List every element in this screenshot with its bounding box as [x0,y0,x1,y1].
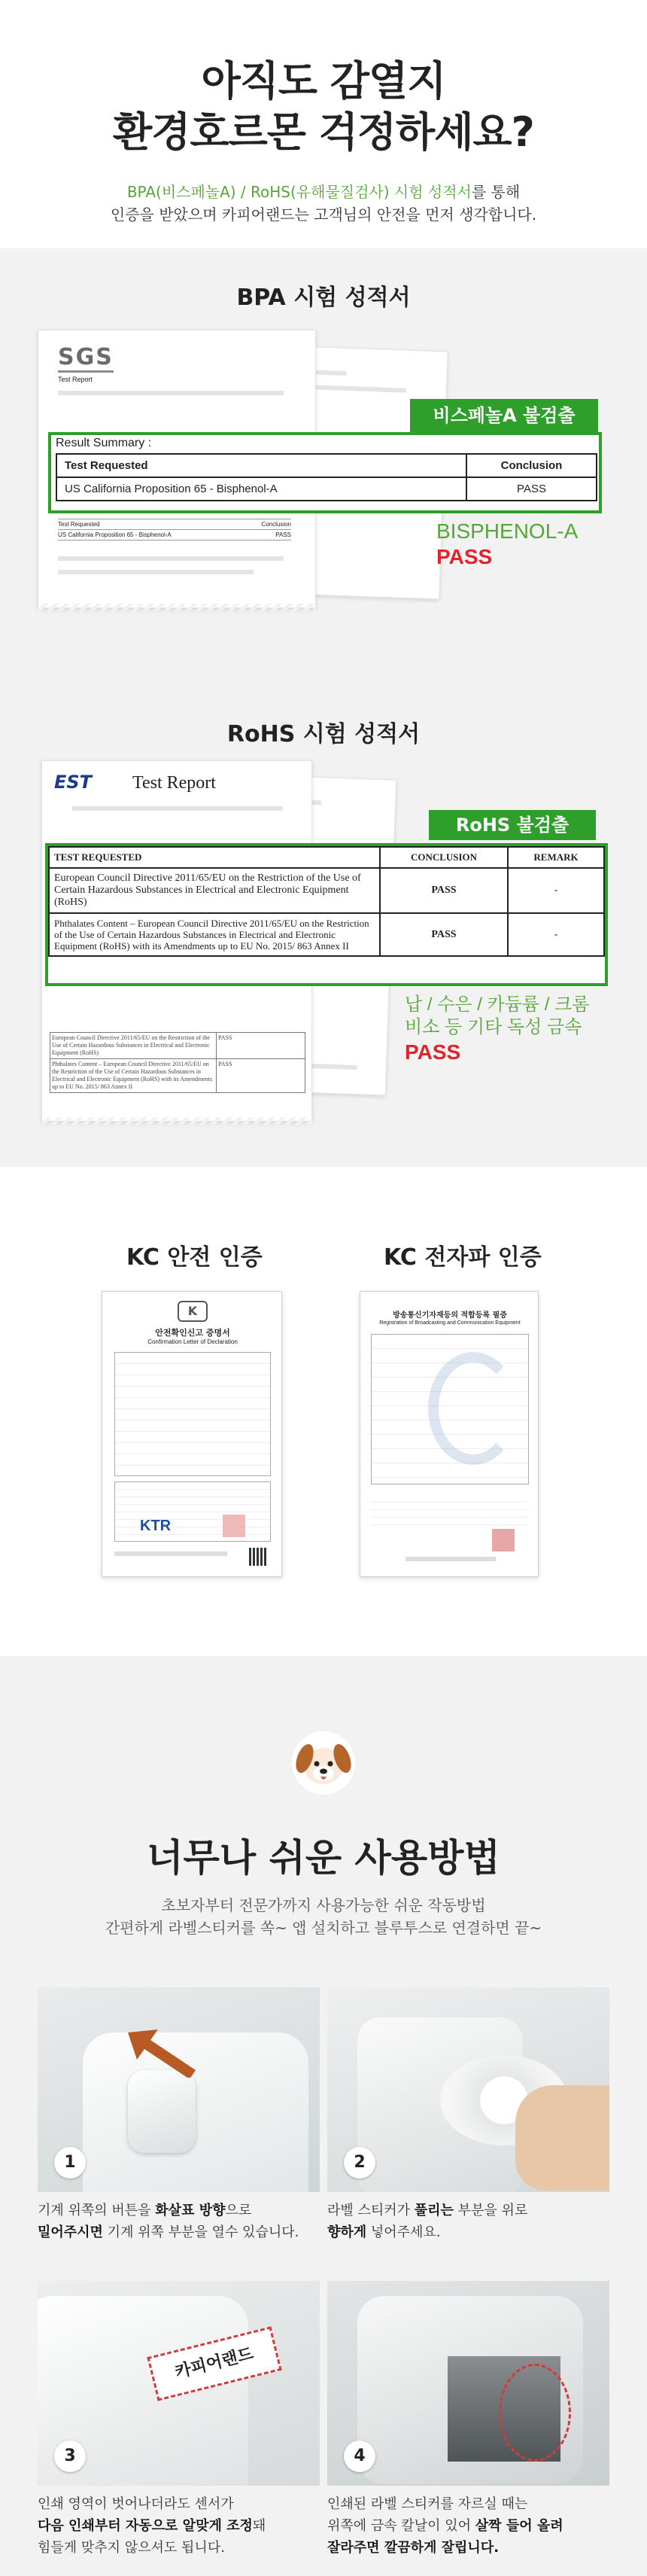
kc-emc-title: KC 전자파 인증 [384,1244,542,1271]
step2-text-b: 풀리는 [414,2203,454,2218]
rohs-head-remark: REMARK [508,847,604,868]
howto-section [0,1656,647,2576]
step4-text-c: 살짝 들어 올려 [475,2518,563,2534]
step2-text-e: 넣어주세요. [366,2224,441,2240]
step4-text-a: 인쇄된 라벨 스티커를 자르실 때는 [327,2496,528,2512]
step2-number: 2 [344,2147,375,2179]
bpa-row-test: US California Proposition 65 - Bisphenol-A [56,477,466,501]
emc-cert-subtitle: Registration of Broadcasting and Communication Equipment [379,1320,521,1326]
step3-number: 3 [54,2441,86,2472]
rohs-row2-remark: - [508,913,604,956]
rohs-bg-row1-req: European Council Directive 2011/65/EU on the Restriction of the Use of Certain Hazardous Substances in Electrical and Electronic Equipment (RoHS) [52,1034,210,1056]
howto-sub-line1: 초보자부터 전문가까지 사용가능한 쉬운 작동방법 [161,1896,486,1914]
dog-mascot-icon [290,1730,357,1796]
rohs-row1-test: European Council Directive 2011/65/EU on the Restriction of the Use of Certain Hazardous Substances in Electrical and Electronic Equipment (RoHS) [49,868,380,913]
safety-cert-notes [114,1481,271,1542]
printer-button [128,2070,196,2153]
sgs-logo: SGS [58,344,114,373]
kc-mark-icon: K [178,1301,208,1322]
step2-text-d: 향하게 [327,2224,367,2240]
bpa-head-conclusion: Conclusion [466,454,597,477]
rohs-doc-header: Test Report [132,773,216,793]
rohs-bg-rows [50,1032,305,1093]
rohs-bg-row2-conclusion: PASS [216,1059,261,1092]
bpa-free-badge: 비스페놀A 불검출 [410,399,598,432]
qr-code-icon [249,1548,267,1566]
official-seal [223,1515,245,1537]
bpa-result-table [56,453,597,501]
step1-number: 1 [54,2147,86,2179]
bpa-result-name: BISPHENOL-A [436,519,579,543]
step2-text-c: 부분을 위로 [453,2203,528,2218]
hero-section [0,0,647,248]
bpa-bg-table [58,519,291,540]
bpa-torn-edge [38,604,316,611]
rohs-section [0,685,647,1167]
step2-text-a: 라벨 스티커가 [327,2203,415,2218]
rohs-row1-conclusion: PASS [380,868,508,913]
est-logo: EST [54,772,93,793]
rohs-torn-edge [41,1117,312,1125]
rohs-section-title: RoHS 시험 성적서 [226,721,421,748]
rohs-bg-row2-req: Phthalates Content – European Council Directive 2011/65/EU on the Restriction of the Use of Certain Hazardous Substances in Electrical and Electronic Equipment (RoHS) with its Amendments up to EU No. 2015/ 863 Annex II [52,1061,213,1090]
bpa-bg-head-conclusion: Conclusion [261,521,291,528]
step4-text-b: 위쪽에 금속 칼날이 있어 [327,2518,475,2534]
safety-cert-table [114,1352,271,1476]
step4-text-d: 잘라주면 깔끔하게 잘립니다. [327,2540,500,2556]
kc-emc-certificate [360,1291,539,1577]
arrow-up-left-icon [120,2017,203,2078]
hero-subtitle [0,181,647,226]
bpa-bg-row-result: PASS [275,531,291,538]
rohs-result-line1: 납 / 수은 / 카듐륨 / 크롬 [405,994,590,1015]
rohs-result-table [48,846,605,957]
hand [515,2085,609,2191]
bpa-result-pass: PASS [436,545,493,568]
bpa-result-highlight [48,432,602,513]
hero-sub-highlight: BPA(비스페놀A) / RoHS(유해물질검사) 시험 성적서 [126,183,472,201]
safety-cert-subtitle: Confirmation Letter of Declaration [147,1338,238,1345]
bpa-head-test: Test Requested [56,454,466,477]
rohs-result-pass: PASS [405,1040,461,1064]
rohs-result-line2: 비소 등 기타 독성 금속 [405,1017,582,1037]
kc-section [0,1167,647,1656]
bpa-bg-head-test: Test Requested [58,521,100,528]
blade-highlight-circle [499,2364,571,2462]
howto-sub-line2: 간편하게 라벨스티커를 쏙~ 앱 설치하고 블루투스로 연결하면 끝~ [105,1919,542,1937]
step1-caption [38,2200,320,2243]
howto-title: 너무나 쉬운 사용방법 [147,1836,500,1880]
kc-safety-title: KC 안전 인증 [126,1244,263,1271]
rohs-row1-remark: - [508,868,604,913]
step3-photo [38,2281,320,2486]
step3-caption [38,2493,320,2559]
emc-official-seal [492,1529,515,1551]
safety-cert-title: 안전확인신고 증명서 [155,1328,230,1338]
howto-subtitle [0,1894,647,1939]
hero-title-line2: 환경호르몬 걱정하세요? [113,108,534,156]
bpa-section [0,248,647,685]
step3-text-d: 힘들게 맞추지 않으셔도 됩니다. [38,2540,225,2556]
kc-watermark [428,1352,518,1465]
rohs-head-conclusion: CONCLUSION [380,847,508,868]
bpa-section-title: BPA 시험 성적서 [236,285,411,311]
step1-text-e: 기계 위쪽 부분을 열수 있습니다. [102,2224,299,2240]
rohs-head-test: TEST REQUESTED [49,847,380,868]
emc-cert-title: 방송통신기자재등의 적합등록 필증 [393,1311,507,1320]
rohs-row2-test: Phthalates Content – European Council Directive 2011/65/EU on the Restriction of the Use of Certain Hazardous Substances in Electrical and Electronic Equipment (RoHS) with its Amendments up to EU No. 2015/ 863 Annex II [49,913,380,956]
hero-sub-rest: 를 통해 [471,183,521,201]
hero-title [0,56,647,158]
printed-label-sample: 카피어랜드 [147,2326,281,2401]
step2-caption [327,2200,609,2243]
step1-photo [38,1987,320,2192]
bpa-doc-header: Test Report [58,376,93,383]
rohs-row2-conclusion: PASS [380,913,508,956]
step4-number: 4 [344,2441,375,2472]
rohs-bg-row1-conclusion: PASS [216,1033,261,1058]
step3-text-c: 돼 [252,2518,266,2534]
step3-text-a: 인쇄 영역이 벗어나더라도 센서가 [38,2496,234,2512]
step4-caption [327,2493,609,2559]
bpa-summary-label: Result Summary : [56,437,152,449]
kc-safety-certificate [102,1291,282,1577]
kc-titles [0,1238,647,1276]
step1-text-c: 으로 [225,2203,252,2218]
hero-sub-line2: 인증을 받았으며 카피어랜드는 고객님의 안전을 먼저 생각합니다. [110,206,537,224]
ktr-logo: KTR [140,1518,172,1534]
step1-text-b: 화살표 방향 [155,2203,226,2218]
step3-text-b: 다음 인쇄부터 자동으로 알맞게 조정 [38,2518,253,2534]
step1-text-d: 밀어주시면 [38,2224,103,2240]
hero-title-line1: 아직도 감열지 [201,57,446,105]
step4-photo [327,2281,609,2486]
rohs-free-badge: RoHS 불검출 [429,810,596,840]
rohs-result-highlight [45,843,608,986]
step2-photo [327,1987,609,2192]
bpa-bg-row-test: US California Proposition 65 - Bisphenol-A [58,531,172,538]
bpa-row-result: PASS [466,477,597,501]
step1-text-a: 기계 위쪽의 버튼을 [38,2203,156,2218]
